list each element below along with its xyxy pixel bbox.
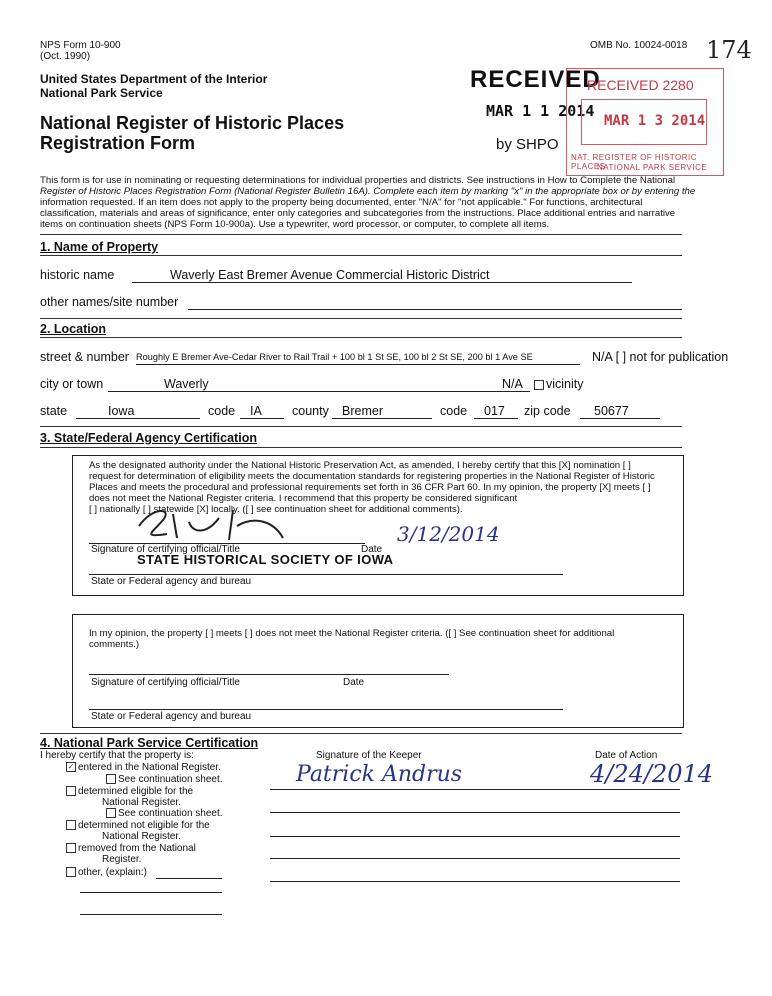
keeper-line bbox=[270, 881, 680, 882]
cert-line: As the designated authority under the National Historic Preservation Act, as amended, I hereby certify that this [X] nomination [ ] bbox=[89, 460, 631, 471]
agency-line bbox=[89, 574, 563, 575]
section-divider bbox=[40, 234, 682, 235]
agency-stamp: STATE HISTORICAL SOCIETY OF IOWA bbox=[137, 552, 394, 567]
red-footer-line1: NAT. REGISTER OF HISTORIC PLACES bbox=[571, 153, 697, 171]
status-label: entered in the National Register. bbox=[78, 762, 221, 773]
county-value: Bremer bbox=[342, 404, 383, 418]
keeper-line bbox=[270, 836, 680, 837]
other-names-label: other names/site number bbox=[40, 295, 179, 309]
certifying-signature bbox=[133, 504, 293, 544]
date2-label: Date bbox=[343, 677, 365, 688]
opinion-text bbox=[89, 628, 679, 650]
agency2-label: State or Federal agency and bureau bbox=[91, 711, 252, 722]
agency-label: State or Federal agency and bureau bbox=[91, 576, 252, 587]
explain-line[interactable] bbox=[80, 914, 222, 915]
status-label: removed from the National bbox=[78, 843, 196, 854]
street-field[interactable] bbox=[136, 350, 580, 365]
instruction-line: This form is for use in nominating or requesting determinations for individual properties and districts. See instructions in How to Complete the National bbox=[40, 175, 676, 186]
street-label: street & number bbox=[40, 350, 129, 364]
vicinity-label: vicinity bbox=[546, 377, 584, 391]
status-label-cont: National Register. bbox=[102, 831, 181, 842]
section-divider bbox=[40, 733, 682, 734]
state-code-field[interactable] bbox=[240, 404, 284, 419]
city-value: Waverly bbox=[164, 377, 209, 391]
status-label: other, (explain:) bbox=[78, 867, 147, 878]
handwritten-page-number: 174 bbox=[706, 36, 752, 64]
continuation-label: See continuation sheet. bbox=[118, 808, 223, 819]
state-certification-box bbox=[72, 455, 684, 596]
cert-line: [ ] nationally [ ] statewide [X] locally. ([ ] see continuation sheet for additional comments). bbox=[89, 504, 463, 515]
status-label: determined not eligible for the bbox=[78, 820, 210, 831]
county-field[interactable] bbox=[332, 404, 432, 419]
historic-name-label: historic name bbox=[40, 268, 115, 282]
continuation-label: See continuation sheet. bbox=[118, 774, 223, 785]
checkbox-icon bbox=[106, 774, 116, 784]
red-date-box bbox=[581, 99, 707, 145]
instruction-line: items on continuation sheets (NPS Form 10-900a). Use a typewriter, word processor, or computer, to complete all items. bbox=[40, 219, 550, 230]
state-code-value: IA bbox=[250, 404, 262, 418]
section-divider bbox=[40, 318, 682, 319]
checkbox-icon bbox=[534, 380, 544, 390]
opinion-line: In my opinion, the property [ ] meets [ ] does not meet the National Register criteria. ([ ] See continuation sheet for additional bbox=[89, 628, 615, 639]
checkbox-icon bbox=[106, 808, 116, 818]
status-other[interactable] bbox=[64, 867, 147, 879]
section-divider bbox=[40, 337, 682, 338]
opinion-line: comments.) bbox=[89, 639, 140, 650]
form-date: (Oct. 1990) bbox=[40, 51, 91, 62]
status-label: determined eligible for the bbox=[78, 786, 194, 797]
continuation-option[interactable] bbox=[104, 774, 223, 786]
service-name: National Park Service bbox=[40, 86, 163, 100]
checkbox-icon: ✓ bbox=[67, 762, 75, 772]
status-entered[interactable] bbox=[64, 762, 221, 774]
cert-line: does not meet the National Register criteria. I recommend that this property be considered significant bbox=[89, 493, 518, 504]
status-label-cont: National Register. bbox=[102, 797, 181, 808]
zip-label: zip code bbox=[524, 404, 571, 418]
checkbox-icon bbox=[66, 843, 76, 853]
red-received-text: RECEIVED 2280 bbox=[587, 77, 694, 93]
date-of-action-label: Date of Action bbox=[595, 750, 658, 761]
instructions-block bbox=[40, 175, 740, 230]
form-title-line2: Registration Form bbox=[40, 133, 196, 153]
instruction-line: Register of Historic Places Registration Form (National Register Bulletin 16A). Complete each item by marking "x" in the appropriate box or by entering the bbox=[40, 186, 696, 197]
section2-heading: 2. Location bbox=[40, 322, 106, 336]
red-footer-line2: NATIONAL PARK SERVICE bbox=[597, 163, 708, 172]
section-divider bbox=[40, 255, 682, 256]
opinion-box bbox=[72, 614, 684, 728]
section1-heading: 1. Name of Property bbox=[40, 240, 159, 254]
county-label: county bbox=[292, 404, 329, 418]
zip-value: 50677 bbox=[594, 404, 629, 418]
instruction-line: classification, materials and areas of significance, enter only categories and subcategories from the instructions. Place additional entries and narrative bbox=[40, 208, 676, 219]
checkbox-icon bbox=[66, 820, 76, 830]
section4-heading: 4. National Park Service Certification bbox=[40, 736, 259, 750]
department-name: United States Department of the Interior bbox=[40, 72, 268, 86]
omb-number: OMB No. 10024-0018 bbox=[590, 40, 688, 51]
historic-name-value: Waverly East Bremer Avenue Commercial Historic District bbox=[170, 268, 490, 282]
form-title-line1: National Register of Historic Places bbox=[40, 113, 345, 133]
signature-line bbox=[89, 674, 449, 675]
keeper-signature-label: Signature of the Keeper bbox=[316, 750, 422, 761]
state-value: Iowa bbox=[108, 404, 135, 418]
section-divider bbox=[40, 447, 682, 448]
keeper-intro: I hereby certify that the property is: bbox=[40, 750, 194, 761]
keeper-line bbox=[270, 812, 680, 813]
continuation-option[interactable] bbox=[104, 808, 223, 820]
cert-line: Places and meets the procedural and professional requirements set forth in 36 CFR Part 60. In my opinion, the property [X] meets [ ] bbox=[89, 482, 651, 493]
date-label: Date bbox=[361, 544, 383, 555]
action-date: 4/24/2014 bbox=[590, 760, 714, 788]
section-divider bbox=[40, 426, 682, 427]
other-names-field[interactable] bbox=[188, 296, 682, 310]
explain-line[interactable] bbox=[80, 892, 222, 893]
state-field[interactable] bbox=[76, 404, 200, 419]
keeper-signature: Patrick Andrus bbox=[296, 762, 463, 787]
sig-label: Signature of certifying official/Title bbox=[91, 544, 240, 555]
county-code-field[interactable] bbox=[474, 404, 518, 419]
not-for-publication[interactable]: N/A [ ] not for publication bbox=[592, 350, 729, 364]
instruction-line: information requested. If an item does not apply to the property being documented, enter "N/A" for "not applicable." For functions, architectural bbox=[40, 197, 643, 208]
explain-line[interactable] bbox=[156, 878, 222, 879]
form-number: NPS Form 10-900 bbox=[40, 40, 121, 51]
state-label: state bbox=[40, 404, 68, 418]
received-stamp-label: RECEIVED bbox=[470, 66, 601, 93]
city-label: city or town bbox=[40, 377, 104, 391]
historic-name-field[interactable] bbox=[132, 268, 632, 283]
state-code-label: code bbox=[208, 404, 236, 418]
agency-line bbox=[89, 709, 563, 710]
status-label-cont: Register. bbox=[102, 854, 142, 865]
county-code-label: code bbox=[440, 404, 468, 418]
vicinity-checkbox[interactable] bbox=[532, 377, 584, 391]
received-stamp-date: MAR 1 1 2014 bbox=[486, 102, 595, 120]
received-by-label: by SHPO bbox=[496, 136, 559, 153]
street-value: Roughly E Bremer Ave-Cedar River to Rail Trail + 100 bl 1 St SE, 100 bl 2 St SE, 200 bl 1 Ave SE bbox=[136, 352, 533, 362]
keeper-line bbox=[270, 789, 680, 790]
checkbox-icon bbox=[66, 867, 76, 877]
cert-line: request for determination of eligibility meets the documentation standards for registering properties in the National Register of Historic bbox=[89, 471, 655, 482]
red-receipt-stamp bbox=[566, 68, 724, 176]
keeper-line bbox=[270, 858, 680, 859]
county-code-value: 017 bbox=[484, 404, 505, 418]
checkbox-icon bbox=[66, 786, 76, 796]
city-field[interactable] bbox=[108, 377, 502, 392]
red-date-text: MAR 1 3 2014 bbox=[604, 113, 706, 129]
section3-heading: 3. State/Federal Agency Certification bbox=[40, 431, 257, 445]
handwritten-date: 3/12/2014 bbox=[397, 522, 500, 546]
vicinity-na: N/A bbox=[502, 377, 530, 392]
zip-field[interactable] bbox=[580, 404, 660, 419]
sig2-label: Signature of certifying official/Title bbox=[91, 677, 240, 688]
